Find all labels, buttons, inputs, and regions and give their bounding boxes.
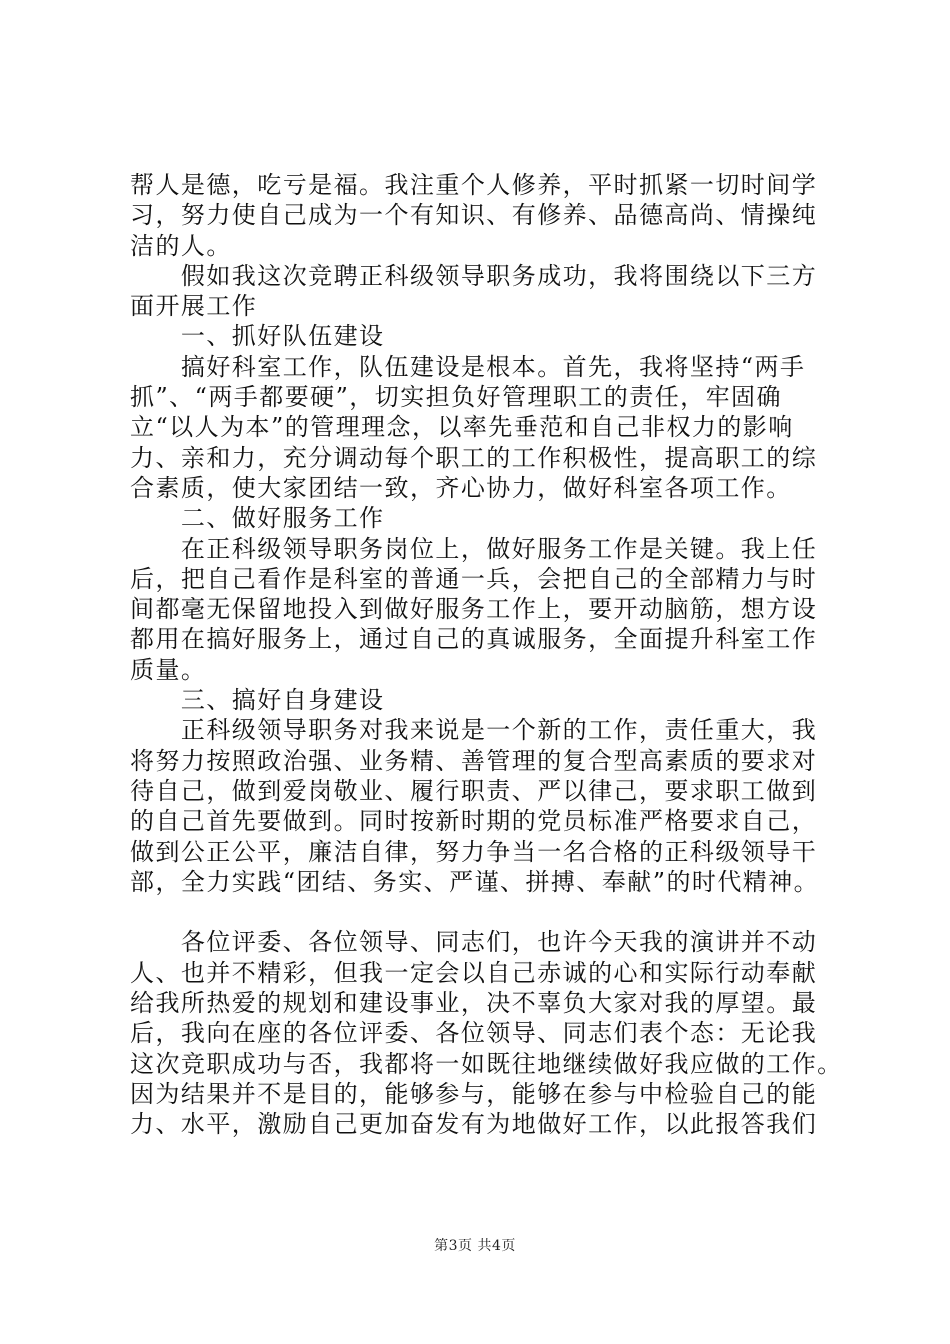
page-footer: 第3页 共4页	[434, 1238, 516, 1254]
text-line: 面开展工作	[130, 292, 258, 321]
text-line: 习，努力使自己成为一个有知识、有修养、品德高尚、情操纯	[130, 201, 818, 230]
text-line: 做到公正公平，廉洁自律，努力争当一名合格的正科级领导干	[130, 837, 818, 866]
text-line: 后，把自己看作是科室的普通一兵，会把自己的全部精力与时	[130, 564, 818, 593]
blank-line	[130, 897, 830, 927]
text-line: 各位评委、各位领导、同志们，也许今天我的演讲并不动	[130, 928, 818, 957]
text-line: 都用在搞好服务上，通过自己的真诚服务，全面提升科室工作	[130, 625, 818, 654]
text-line: 因为结果并不是目的，能够参与，能够在参与中检验自己的能	[130, 1079, 818, 1108]
text-line: 质量。	[130, 655, 207, 684]
text-line: 洁的人。	[130, 231, 232, 260]
text-line: 正科级领导职务对我来说是一个新的工作，责任重大，我	[130, 716, 818, 745]
text-line: 后，我向在座的各位评委、各位领导、同志们表个态：无论我	[130, 1019, 818, 1048]
document-body	[130, 170, 843, 1140]
text-line: 假如我这次竞聘正科级领导职务成功，我将围绕以下三方	[130, 261, 818, 290]
text-line: 一、抓好队伍建设	[130, 322, 385, 351]
text-line: 部，全力实践“团结、务实、严谨、拼搏、奉献”的时代精神。	[130, 867, 820, 896]
text-line: 给我所热爱的规划和建设事业，决不辜负大家对我的厚望。最	[130, 989, 818, 1018]
text-line: 力、水平，激励自己更加奋发有为地做好工作，以此报答我们	[130, 1110, 818, 1139]
text-line: 三、搞好自身建设	[130, 686, 385, 715]
text-line: 合素质，使大家团结一致，齐心协力，做好科室各项工作。	[130, 473, 792, 502]
text-line: 这次竞职成功与否，我都将一如既往地继续做好我应做的工作。	[130, 1049, 843, 1078]
text-line: 抓”、“两手都要硬”，切实担负好管理职工的责任，牢固确	[130, 383, 782, 412]
text-line: 力、亲和力，充分调动每个职工的工作积极性，提高职工的综	[130, 443, 818, 472]
text-line: 立“以人为本”的管理理念，以率先垂范和自己非权力的影响	[130, 413, 794, 442]
text-line: 间都毫无保留地投入到做好服务工作上，要开动脑筋，想方设	[130, 595, 818, 624]
text-line: 在正科级领导职务岗位上，做好服务工作是关键。我上任	[130, 534, 818, 563]
text-line: 帮人是德，吃亏是福。我注重个人修养，平时抓紧一切时间学	[130, 171, 818, 199]
text-line: 将努力按照政治强、业务精、善管理的复合型高素质的要求对	[130, 746, 818, 775]
text-line: 人、也并不精彩，但我一定会以自己赤诚的心和实际行动奉献	[130, 958, 818, 987]
text-line: 二、做好服务工作	[130, 504, 385, 533]
text-line: 的自己首先要做到。同时按新时期的党员标准严格要求自己，	[130, 807, 818, 836]
text-line: 搞好科室工作，队伍建设是根本。首先，我将坚持“两手	[130, 352, 806, 381]
text-line: 待自己，做到爱岗敬业、履行职责、严以律己，要求职工做到	[130, 776, 818, 805]
